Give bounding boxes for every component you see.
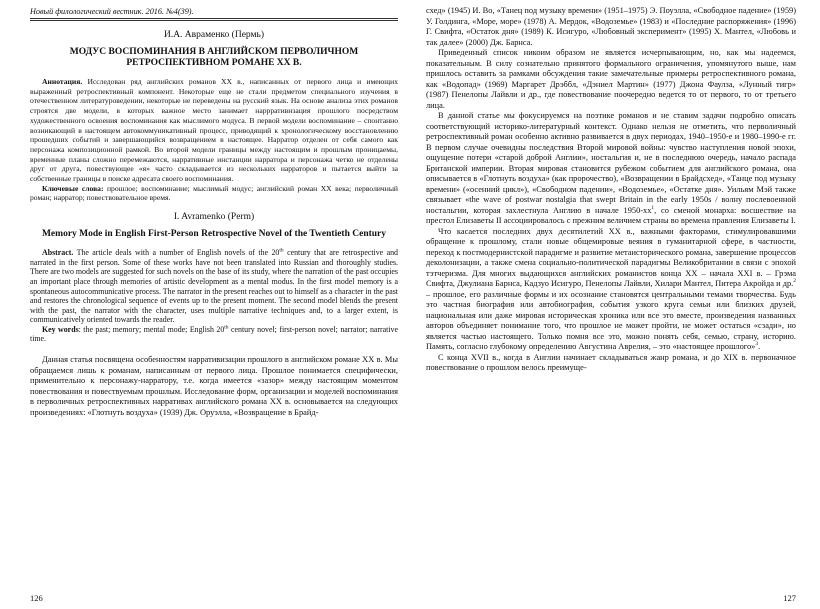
page-number: 127 [783,593,796,603]
english-keywords [30,325,398,344]
paragraph-text-cont: , со сменой монарха: восшествие на престол Елизаветы II ассоциировалось с прежним величием страны во времена правления Елизаветы I. [426,205,796,225]
footnote-ref: 2 [793,278,796,285]
english-author: I. Avramenko (Perm) [173,212,255,223]
body-paragraph: схед» (1945) И. Во, «Танец под музыку времени» (1951–1975) Э. Поуэлла, «Свободное падение» (1959) У. Голдинга, «Море, море» (1978) А. Мердок, «Водоземье» (1983) и «Последние распоряжения» (1996) Г. Свифта, «Остаток дня» (1989) К. Исигуро, «Любовный эксперимент» (1995) Х. Мантел, «Любовь и так далее» (2000) Дж. Барнса. [426,6,796,47]
body-paragraph: Данная статья посвящена особенностям нарративизации прошлого в английском романе XX в. Мы обращаемся лишь к романам, написанным от первого лица. Прошлое понимается специфически, применительно к персонажу-нарратору, т.е. когда имеется «зазор» между настоящим моментом повествования и повествуемым прошлым. Исследование форм, организации и моделей воспоминания в перволичных ретроспективных нарративах английского романа XX в. основывается на следующих произведениях: «Глотнуть воздуха» (1939) Дж. Оруэлла, «Возвращение в Брайд- [30,355,398,417]
page-number: 126 [30,593,43,603]
header-rule [30,20,398,21]
body-paragraph: Приведенный список никоим образом не является исчерпывающим, но, как мы надеемся, показательным. В силу сознательно принятого формального ограничения, упомянутого выше, нам пришлось оставить за рамками обсуждения такие замечательные примеры ретроспективного романа, как «Водопад» (1969) Маргарет Дрэббл, «Дэниел Мартин» (1977) Джона Фаулза, «Лунный тигр» (1987) Пенелопы Лайвли и др., где повествование поочередно ведется то от первого, то от третьего лица. [426,48,796,110]
english-abstract-label: Abstract. [42,248,74,258]
spacer [30,344,398,355]
article-author: И.А. Авраменко (Пермь) [163,30,265,40]
body-paragraph [426,111,796,227]
english-keywords-text-cont: century novel; first-person novel; narrator; narrative time. [30,324,398,344]
keywords-text: прошлое; воспоминание; мыслимый модус; английский роман XX века; перволичный роман; нарратор; повествовательное время. [30,183,398,203]
abstract-label: Аннотация. [42,77,83,86]
english-title: Memory Mode in English First-Person Retrospective Novel of the Twentieth Century [41,229,387,240]
right-page [410,0,820,609]
paragraph-text: Что касается последних двух десятилетий XX в., важными факторами, стимулировавшими обращение к прошлому, стали новые общемировые веяния в гуманитарной сфере, в частности, переход к постмодернистской парадигме и развитие метаисторического романа, завершение процессов деколонизации, а также смена социально-политической парадигмы Великобритании в связи с эпохой тэтчеризма. Для многих выдающихся английских романистов конца XX – начала XXI в. – Грэма Свифта, Джулиана Барнса, Кадзуо Исигуро, Пенелопы Лайвли, Хилари Мантел, Питера Акройда и др. [426,226,796,288]
footnote-ref: 1 [651,204,655,211]
english-abstract-text-cont: century that are retrospective and narrated in the first person. Some of these works have not been translated into Russian and thoroughly studies. There are two models are suggested for such novels on the base of its study, where the narration of the past occupies an important place through memories of artistic development as a mental modus. In the first model memory is a spontaneous autocommunicative process. The narrator in the present reaches out to himself as a character in the past and restores the chronological sequence of events up to the present moment. The second model blends the present with the past, the narrator with the character, uses multiple narrative techniques and, to a larger extent, is communicatively oriented towards the reader. [30,248,398,325]
english-abstract-text: The article deals with a number of English novels of the 20 [73,248,280,258]
article-title: МОДУС ВОСПОМИНАНИЯ В АНГЛИЙСКОМ ПЕРВОЛИЧНОМ РЕТРОСПЕКТИВНОМ РОМАНЕ XX В. [69,47,359,68]
running-head: Новый филологический вестник. 2016. №4(39). [30,6,398,19]
body-paragraph [426,227,796,353]
superscript: th [279,247,284,254]
paragraph-text-end: . [758,342,761,351]
keywords-label: Ключевые слова: [42,183,104,193]
paragraph-text-cont: – прошлое, его различные формы и их осознание становятся центральными темами творчества. Будь это частная биография или автобиография, события узкого круга семьи или близких друзей, национальная или даже мировая историческая хроника или все это вместе, произведения названных авторов объединяет понимание того, что прошлое не может пройти, не может остаться «сзади», но является частью настоящего. Только помня все это, можно понять себя, семью, страну, историю. Память, согласно глубокому определению Августина Аврелия, – это «настоящее прошлого» [426,289,796,351]
abstract-text: Исследован ряд английских романов XX в., написанных от первого лица и имеющих выраженный ретроспективный компонент. Некоторые еще не стали предметом специального изучения в отечественном литературоведении, некоторые не переведены на русский язык. На основе анализа этих романов строятся две модели, в которых важное место занимает наррративизация прошлого посредством художественного освоения воспоминания как мыслимого модуса. В первой модели воспоминание – спонтанно возникающий в настоящем автокоммуникативный процесс, приводящий к хронологическому восстановлению прошедших событий и завершающийся возвращением в настоящее. Нарратор отделен от себя самого как персонажа композиционной рамкой. Во второй модели границы между настоящим и прошлым проницаемы, временные планы сложно перемежаются, нарративные инстанции нарратора и персонажа четко не отделены друг от друга, повествующее «я» часто складывается из нескольких нарраторов и пытается выйти за собственные границы в поиске адресата своего воспоминания. [30,77,398,184]
footnote-ref: 3 [755,341,759,348]
russian-keywords [30,184,398,203]
english-keywords-text: : the past; memory; mental mode; English 20 [78,324,225,334]
russian-abstract [30,77,398,184]
body-paragraph: С конца XVII в., когда в Англии начинает складываться жанр романа, и до XIX в. первоначное повествование о прошлом велось преимуще- [426,352,796,372]
english-keywords-label: Key words [42,324,79,334]
paragraph-text: В данной статье мы фокусируемся на поэтике романов и не ставим задачи подробно описать соответствующий историко-литературный контекст. Однако нельзя не отметить, что перволичный ретроспективный роман особенно активно развивается в двух периодах, 1940–1950-е и 1980–1990-е гг. В первом случае очевидны последствия Второй мировой войны: чувство наступления новой эпохи, ощущение потери «старой доброй Англии», ностальгия и, не в последнюю очередь, начало распада Британской империи. Вторая мировая становится рубежом событием для английского романа, она описывается в «Глотнуть воздуха» (как пророчество), «Возвращении в Брайдсхед», «Танце под музыку времени» («осенний цикл»), «Свободном падении», «Водоземье», «Остатке дня». Уильям Мэй также связывает «the wave of postwar nostalgia that swept Britain in the early 1950s / волну послевоенной ностальгии, которая захлестнула Англию в начале 1950-хх [426,111,796,215]
superscript: th [224,324,229,331]
english-abstract [30,248,398,325]
